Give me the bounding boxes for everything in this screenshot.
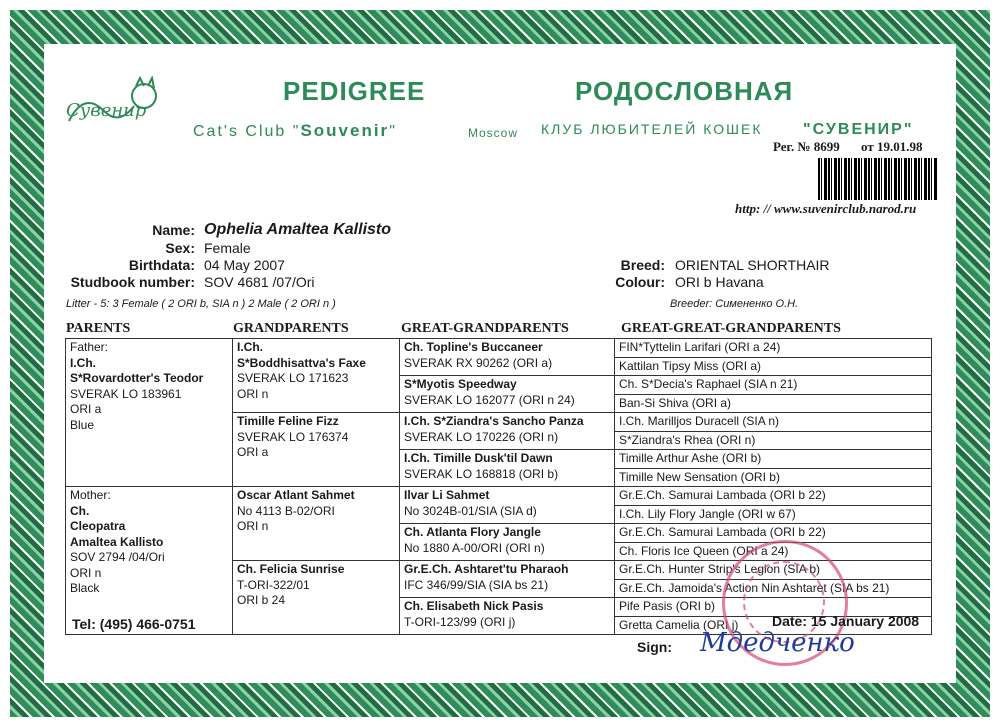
father-ems: ORI a bbox=[70, 402, 102, 416]
great-grandparent-cell bbox=[400, 524, 615, 561]
cat-colour: ORI b Havana bbox=[675, 274, 764, 290]
ggg-cell: I.Ch. Lily Flory Jangle (ORI w 67) bbox=[615, 505, 932, 524]
ggg-cell: Pife Pasis (ORI b) bbox=[615, 598, 932, 617]
gp-title: I.Ch. bbox=[237, 340, 263, 354]
gp-name: S*Boddhisattva's Faxe bbox=[237, 355, 366, 370]
ggp-reg: SVERAK LO 170226 (ORI n) bbox=[404, 429, 559, 444]
gp-reg: SVERAK LO 176374 bbox=[237, 429, 349, 444]
logo-text: Сувенир bbox=[66, 100, 147, 121]
breeder-info: Breeder: Симененко О.Н. bbox=[670, 298, 799, 310]
ggp-name: Ch. Elisabeth Nick Pasis bbox=[404, 599, 544, 613]
mother-reg: SOV 2794 /04/Ori bbox=[70, 550, 165, 564]
ggg-cell: Timille New Sensation (ORI b) bbox=[615, 468, 932, 487]
registration-date: от 19.01.98 bbox=[861, 139, 923, 154]
mother-colour: Black bbox=[70, 581, 100, 595]
gp-ems: ORI b 24 bbox=[237, 593, 286, 607]
ggp-reg: T-ORI-123/99 (ORI j) bbox=[404, 614, 516, 629]
ggp-reg: SVERAK RX 90262 (ORI a) bbox=[404, 355, 553, 370]
gp-name: Ch. Felicia Sunrise bbox=[237, 562, 345, 576]
cat-name: Ophelia Amaltea Kallisto bbox=[204, 221, 392, 238]
ggg-cell: S*Ziandra's Rhea (ORI n) bbox=[615, 431, 932, 450]
sign-label: Sign: bbox=[637, 639, 672, 655]
ggp-reg: SVERAK LO 168818 (ORI b) bbox=[404, 466, 559, 481]
table-row bbox=[66, 339, 932, 358]
title-en: PEDIGREE bbox=[283, 76, 426, 106]
ggp-reg: SVERAK LO 162077 (ORI n 24) bbox=[404, 392, 575, 407]
ggg-cell: Ban-Si Shiva (ORI a) bbox=[615, 394, 932, 413]
gp-ems: ORI n bbox=[237, 519, 269, 533]
ggg-cell: Gretta Camelia (ORI j) bbox=[615, 616, 932, 635]
grandparent-cell bbox=[233, 339, 400, 413]
father-name: S*Rovardotter's Teodor bbox=[70, 371, 204, 385]
cat-sex: Female bbox=[204, 240, 251, 256]
litter-info: Litter - 5: 3 Female ( 2 ORI b, SIA n ) 2 Male ( 2 ORI n ) bbox=[66, 298, 336, 310]
mother-ems: ORI n bbox=[70, 565, 102, 580]
ggg-cell: Timille Arthur Ashe (ORI b) bbox=[615, 450, 932, 469]
ggg-cell: I.Ch. Marilljos Duracell (SIA n) bbox=[615, 413, 932, 432]
signature: Мдедченко bbox=[700, 628, 855, 658]
ggp-reg: No 3024B-01/SIA (SIA d) bbox=[404, 503, 537, 518]
ggg-cell: Gr.E.Ch. Samurai Lambada (ORI b 22) bbox=[615, 487, 932, 506]
club-name-ru-title: "СУВЕНИР" bbox=[803, 121, 914, 138]
great-grandparent-cell bbox=[400, 339, 615, 376]
gp-reg: T-ORI-322/01 bbox=[237, 577, 310, 592]
table-row bbox=[66, 487, 932, 506]
great-grandparent-cell bbox=[400, 450, 615, 487]
website-url: http: // www.suvenirclub.narod.ru bbox=[735, 201, 917, 216]
gp-name: Oscar Atlant Sahmet bbox=[237, 488, 355, 502]
ggg-cell: Ch. Floris Ice Queen (ORI a 24) bbox=[615, 542, 932, 561]
sex-label: Sex: bbox=[165, 240, 195, 256]
ggp-name: Ilvar Li Sahmet bbox=[404, 488, 490, 502]
barcode bbox=[818, 158, 938, 200]
father-cell bbox=[66, 339, 233, 487]
ggg-cell: Gr.E.Ch. Jamoida's Action Nin Ashtaret (SIA bs 21) bbox=[615, 579, 932, 598]
column-header-parents: PARENTS bbox=[66, 321, 131, 336]
club-logo bbox=[64, 76, 164, 136]
grandparent-cell bbox=[233, 487, 400, 561]
breed-label: Breed: bbox=[620, 257, 665, 273]
great-grandparent-cell bbox=[400, 561, 615, 598]
mother-name-line2: Amaltea Kallisto bbox=[70, 534, 164, 549]
registration-number: Рег. № 8699 bbox=[773, 139, 840, 154]
ggp-reg: IFC 346/99/SIA (SIA bs 21) bbox=[404, 577, 549, 592]
ggp-name: Gr.E.Ch. Ashtaret'tu Pharaoh bbox=[404, 562, 569, 576]
colour-label: Colour: bbox=[615, 274, 665, 290]
mother-title: Ch. bbox=[70, 503, 90, 518]
club-name-en: Cat's Club "Souvenir" bbox=[193, 121, 397, 140]
issue-date: Date: 15 January 2008 bbox=[772, 613, 920, 629]
ggg-cell: Gr.E.Ch. Samurai Lambada (ORI b 22) bbox=[615, 524, 932, 543]
mother-label: Mother: bbox=[70, 488, 111, 502]
gp-ems: ORI n bbox=[237, 386, 269, 401]
ggg-cell: Ch. S*Decia's Raphael (SIA n 21) bbox=[615, 376, 932, 395]
birth-label: Birthdata: bbox=[128, 257, 195, 273]
great-grandparent-cell bbox=[400, 487, 615, 524]
grandparent-cell bbox=[233, 561, 400, 635]
father-title: I.Ch. bbox=[70, 355, 96, 370]
column-header-grandparents: GRANDPARENTS bbox=[233, 321, 349, 336]
gp-reg: No 4113 B-02/ORI bbox=[237, 503, 335, 518]
ggg-cell: Gr.E.Ch. Hunter Strip's Legion (SIA b) bbox=[615, 561, 932, 580]
ggg-cell: Kattilan Tipsy Miss (ORI a) bbox=[615, 357, 932, 376]
great-grandparent-cell bbox=[400, 376, 615, 413]
gp-ems: ORI a bbox=[237, 445, 269, 459]
gp-name: Timille Feline Fizz bbox=[237, 414, 339, 428]
name-label: Name: bbox=[152, 222, 195, 238]
cat-birthdate: 04 May 2007 bbox=[204, 257, 285, 273]
column-header-great-great-grandparents: GREAT-GREAT-GRANDPARENTS bbox=[621, 321, 841, 336]
telephone: Tel: (495) 466-0751 bbox=[72, 616, 196, 632]
title-ru: РОДОСЛОВНАЯ bbox=[575, 76, 794, 106]
mother-cell bbox=[66, 487, 233, 635]
great-grandparent-cell bbox=[400, 413, 615, 450]
ggp-name: I.Ch. S*Ziandra's Sancho Panza bbox=[404, 414, 584, 428]
cat-breed: ORIENTAL SHORTHAIR bbox=[675, 257, 830, 273]
ggp-name: Ch. Topline's Buccaneer bbox=[404, 340, 543, 354]
father-colour: Blue bbox=[70, 417, 95, 432]
club-name-ru: КЛУБ ЛЮБИТЕЛЕЙ КОШЕК bbox=[541, 121, 763, 137]
club-city: Moscow bbox=[468, 126, 519, 140]
great-grandparent-cell bbox=[400, 598, 615, 635]
studbook-label: Studbook number: bbox=[70, 274, 195, 290]
column-header-great-grandparents: GREAT-GRANDPARENTS bbox=[401, 321, 569, 336]
ggp-name: S*Myotis Speedway bbox=[404, 377, 517, 391]
mother-name-line1: Cleopatra bbox=[70, 519, 126, 533]
gp-reg: SVERAK LO 171623 bbox=[237, 371, 349, 385]
father-reg: SVERAK LO 183961 bbox=[70, 386, 182, 401]
father-label: Father: bbox=[70, 340, 109, 354]
cat-studbook: SOV 4681 /07/Ori bbox=[204, 274, 315, 290]
ggp-reg: No 1880 A-00/ORI (ORI n) bbox=[404, 540, 545, 555]
grandparent-cell bbox=[233, 413, 400, 487]
ggg-cell: FIN*Tyttelin Larifari (ORI a 24) bbox=[615, 339, 932, 358]
ggp-name: Ch. Atlanta Flory Jangle bbox=[404, 525, 541, 539]
ggp-name: I.Ch. Timille Dusk'til Dawn bbox=[404, 451, 553, 465]
